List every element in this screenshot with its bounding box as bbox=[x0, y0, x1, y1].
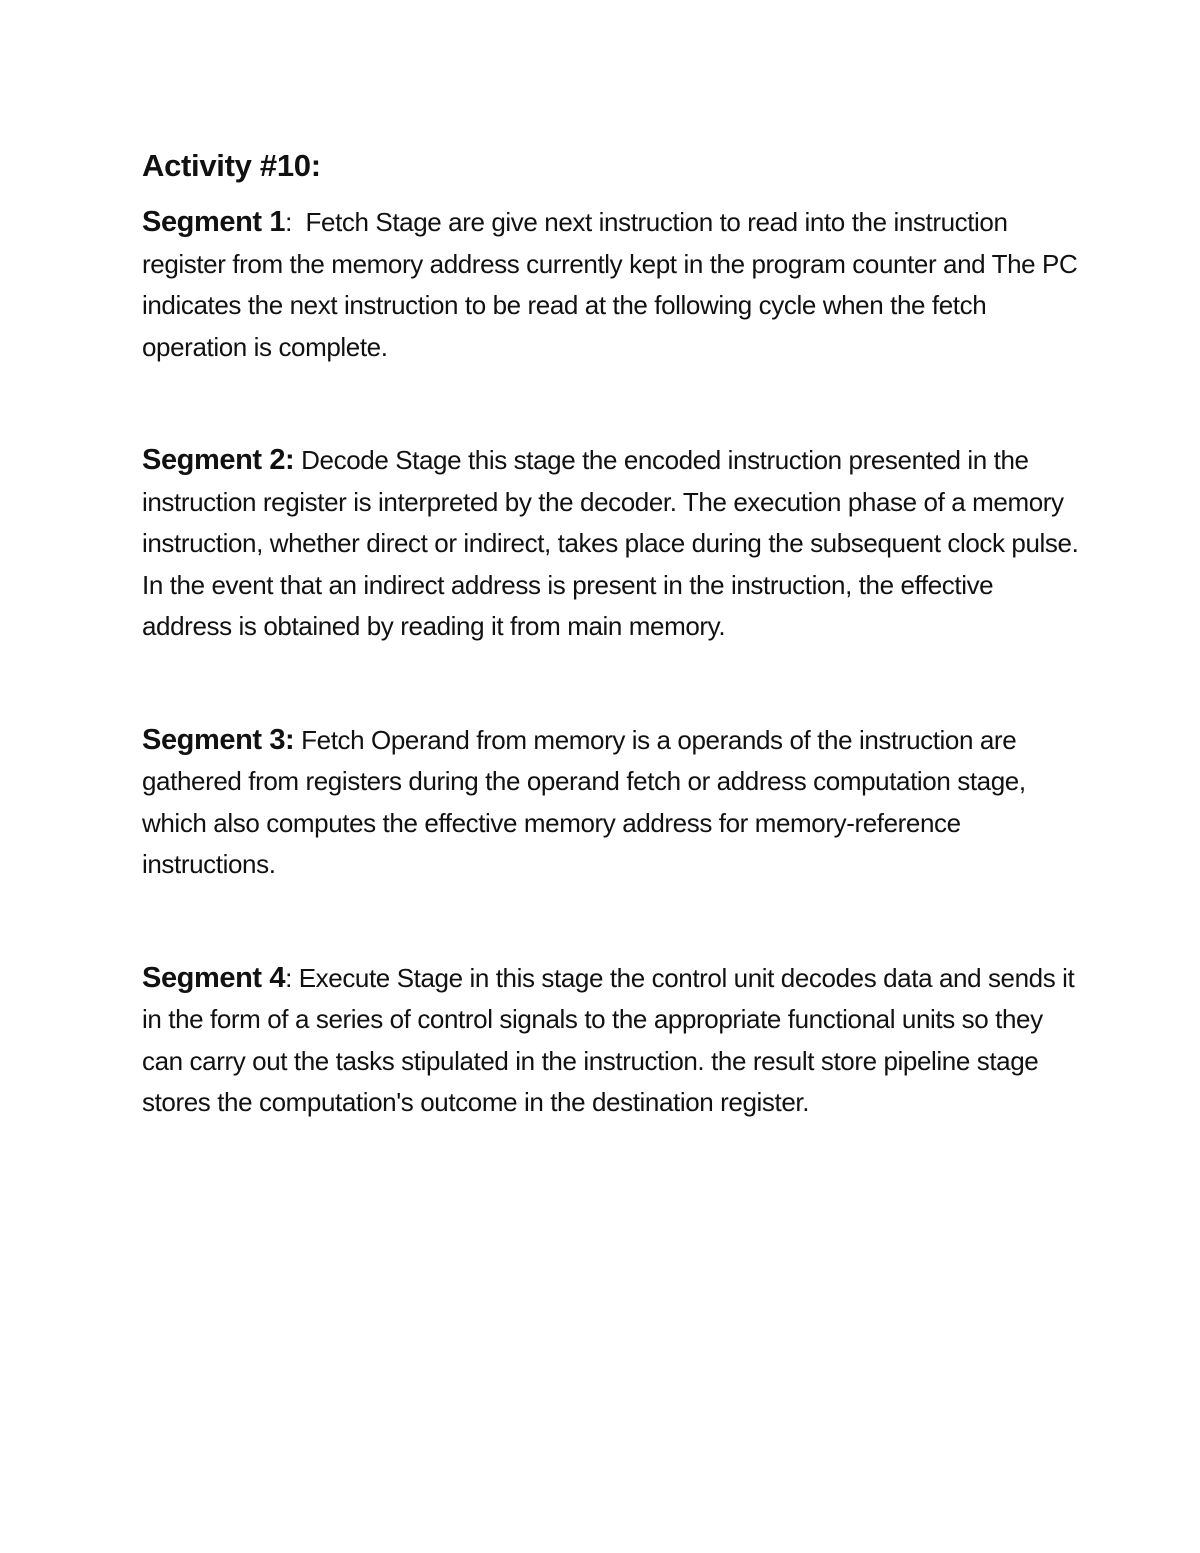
document-title: Activity #10: bbox=[142, 148, 321, 183]
segment-1-text: Fetch Stage are give next instruction to read into the instruction register from the memory address currently kept in the program counter and The PC indicates the next instruction to be read at the following cycle when the fetch operation is complete. bbox=[142, 207, 1078, 362]
segment-4-label: Segment 4 bbox=[142, 961, 286, 994]
segment-spacer bbox=[142, 368, 1082, 440]
segment-4-separator: : bbox=[285, 962, 299, 993]
segment-3-paragraph bbox=[142, 720, 1082, 886]
segment-2-text: Decode Stage this stage the encoded instruction presented in the instruction register is interpreted by the decoder. The execution phase of a memory instruction, whether direct or indirect, takes place during the subsequent clock pulse. In the event that an indirect address is present in the instruction, the effective address is obtained by reading it from main memory. bbox=[142, 445, 1079, 641]
segment-3-label: Segment 3: bbox=[142, 723, 295, 756]
segment-2-paragraph bbox=[142, 440, 1082, 648]
segment-spacer bbox=[142, 648, 1082, 720]
segment-4-text: Execute Stage in this stage the control unit decodes data and sends it in the form of a series of control signals to the appropriate functional units so they can carry out the tasks stipulated in the instruction. the result store pipeline stage stores the computation's outcome in the destination register. bbox=[142, 962, 1075, 1117]
segment-1-paragraph bbox=[142, 202, 1082, 368]
segment-spacer bbox=[142, 886, 1082, 958]
document-page bbox=[142, 146, 1082, 1124]
segment-1-label: Segment 1 bbox=[142, 206, 286, 238]
segment-2-label: Segment 2: bbox=[142, 444, 295, 476]
segment-4-paragraph bbox=[142, 958, 1082, 1124]
segment-3-text: Fetch Operand from memory is a operands of the instruction are gathered from registers during the operand fetch or address computation stage, which also computes the effective memory address for memory-reference instructions. bbox=[142, 724, 1026, 879]
segment-1-separator: : bbox=[285, 207, 306, 237]
